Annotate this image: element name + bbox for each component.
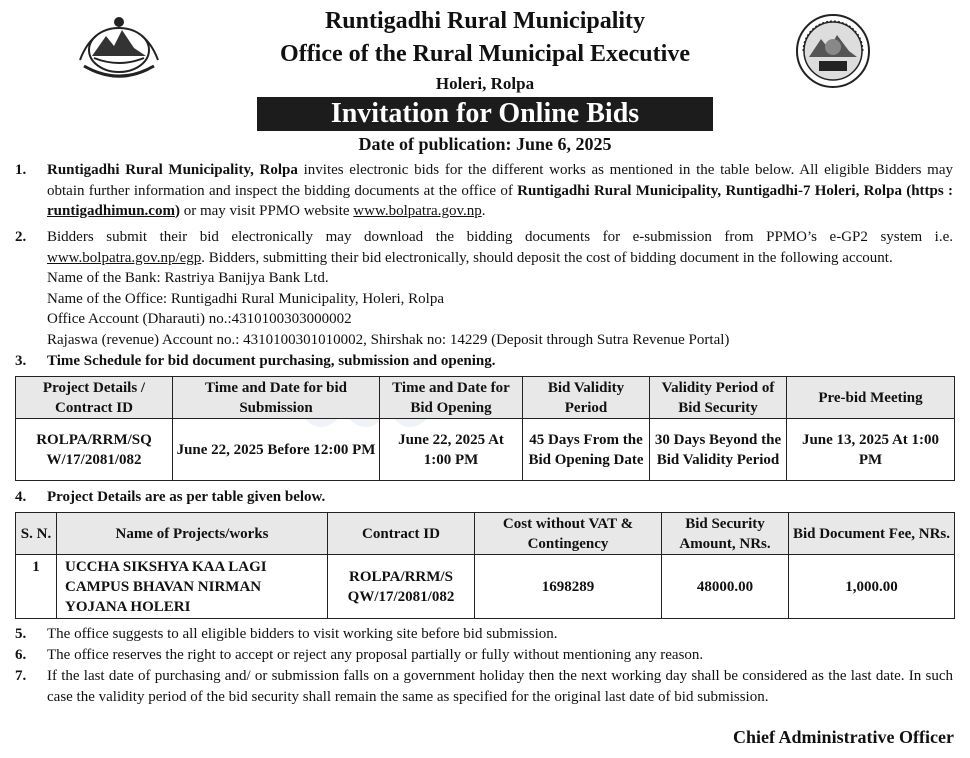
item-number: 5. — [15, 626, 27, 642]
body-text: invites electronic bids for the different works as mentioned in the table below. All eligible Bidders may obtain further information and inspect the bidding documents at the office of — [47, 162, 953, 199]
table-cell: ROLPA/RRM/SQ W/17/2081/082 — [16, 419, 173, 481]
table-cell: 1 — [16, 555, 57, 619]
item-4 — [15, 487, 955, 508]
table-row — [16, 555, 955, 619]
table-cell: 1,000.00 — [789, 555, 955, 619]
body-text: . — [481, 203, 486, 219]
table-cell: 1698289 — [475, 555, 662, 619]
municipality-website-link[interactable]: runtigadhimun.com — [47, 203, 175, 219]
notice-title-banner: Invitation for Online Bids — [257, 97, 713, 131]
item-number: 1. — [15, 162, 27, 178]
table-cell: June 13, 2025 At 1:00 PM — [787, 419, 955, 481]
item-3 — [15, 351, 955, 372]
table-header: Project Details / Contract ID — [16, 377, 173, 419]
egp-link[interactable]: www.bolpatra.gov.np/egp — [47, 249, 202, 266]
table-cell: ROLPA/RRM/S QW/17/2081/082 — [328, 555, 475, 619]
table-cell: UCCHA SIKSHYA KAA LAGI CAMPUS BHAVAN NIRMAN YOJANA HOLERI — [57, 555, 328, 619]
project-table — [15, 512, 955, 619]
section-heading: Project Details are as per table given below. — [47, 489, 326, 505]
body-text: Bidders submit their bid electronically may download the bidding documents for e-submission from PPMO’s e-GP2 system i.e. — [47, 229, 953, 245]
item-7 — [15, 666, 955, 707]
item-number: 3. — [15, 353, 27, 369]
body-text: or may visit PPMO website — [179, 203, 354, 219]
body-text: If the last date of purchasing and/ or submission falls on a government holiday then the next working day shall be considered as the last date. In such case the validity period of the bid security shall remain the same as specified for the original last date of bid submission. — [47, 668, 953, 705]
item-number: 6. — [15, 647, 27, 663]
publication-date: Date of publication: June 6, 2025 — [358, 134, 612, 154]
item-2 — [15, 227, 955, 350]
table-header: Time and Date for Bid Opening — [380, 377, 523, 419]
section-heading: Time Schedule for bid document purchasing, submission and opening. — [47, 353, 496, 369]
table-header: Bid Validity Period — [523, 377, 650, 419]
body-text: The office suggests to all eligible bidders to visit working site before bid submission. — [47, 626, 558, 642]
item-5 — [15, 624, 955, 645]
schedule-table — [15, 376, 955, 481]
ppmo-website-link[interactable]: www.bolpatra.gov.np — [353, 203, 482, 219]
municipality-name: Runtigadhi Rural Municipality — [324, 8, 646, 34]
table-header: Cost without VAT & Contingency — [475, 513, 662, 555]
office-account-number: Office Account (Dharauti) no.:4310100303000002 — [47, 311, 352, 327]
table-cell: 30 Days Beyond the Bid Validity Period — [650, 419, 787, 481]
table-header: Bid Document Fee, NRs. — [789, 513, 955, 555]
item-1 — [15, 160, 955, 222]
bank-name: Name of the Bank: Rastriya Banijya Bank Ltd. — [47, 270, 329, 286]
table-header: Contract ID — [328, 513, 475, 555]
office-account-name: Name of the Office: Runtigadhi Rural Municipality, Holeri, Rolpa — [47, 290, 444, 307]
revenue-account-number: Rajaswa (revenue) Account no.: 4310100301010002, Shirshak no: 14229 (Deposit through Sutra Revenue Portal) — [47, 331, 730, 348]
body-text: The office reserves the right to accept or reject any proposal partially or fully without mentioning any reason. — [47, 647, 704, 663]
bold-text: Runtigadhi Rural Municipality, Runtigadhi-7 Holeri, Rolpa (https : — [517, 182, 954, 199]
office-name: Office of the Rural Municipal Executive — [280, 41, 690, 67]
bold-text: ) — [174, 203, 180, 219]
table-header: Time and Date for bid Submission — [173, 377, 380, 419]
table-header: Bid Security Amount, NRs. — [662, 513, 789, 555]
signature-title: Chief Administrative Officer — [733, 727, 954, 747]
table-header: Name of Projects/works — [57, 513, 328, 555]
table-cell: 45 Days From the Bid Opening Date — [523, 419, 650, 481]
item-number: 7. — [15, 668, 27, 684]
table-row — [16, 419, 955, 481]
item-number: 2. — [15, 229, 27, 245]
table-cell: June 22, 2025 At 1:00 PM — [380, 419, 523, 481]
table-header: Pre-bid Meeting — [787, 377, 955, 419]
body-text: . Bidders, submitting their bid electronically, should deposit the cost of bidding document in the following account. — [201, 249, 893, 266]
table-header: S. N. — [16, 513, 57, 555]
item-6 — [15, 645, 955, 666]
table-cell: June 22, 2025 Before 12:00 PM — [173, 419, 380, 481]
bold-text: Runtigadhi Rural Municipality, Rolpa — [47, 162, 298, 178]
table-header: Validity Period of Bid Security — [650, 377, 787, 419]
office-location: Holeri, Rolpa — [435, 74, 535, 93]
item-number: 4. — [15, 489, 27, 505]
table-cell: 48000.00 — [662, 555, 789, 619]
